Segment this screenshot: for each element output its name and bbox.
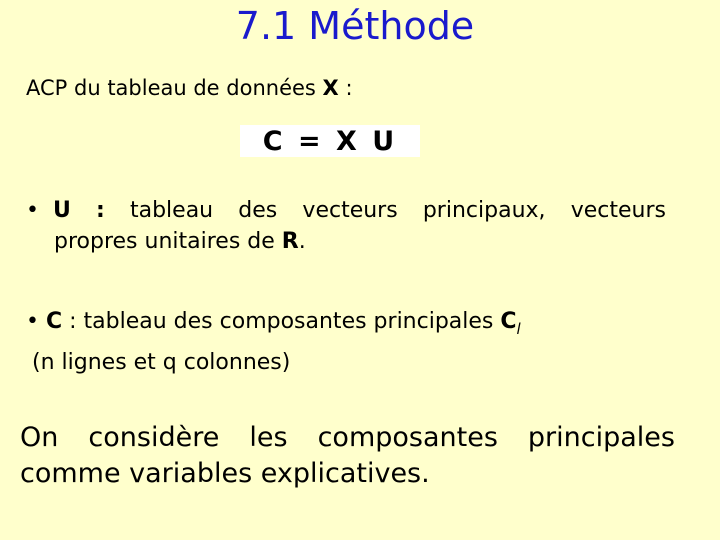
bullet-c-line1 (26, 305, 521, 346)
intro-text: ACP du tableau de données (26, 76, 316, 100)
word: tableau (129, 198, 214, 223)
word: vecteurs (570, 198, 666, 223)
word: On (20, 422, 59, 453)
bullet-u-line1 (26, 195, 666, 226)
word: composantes (317, 422, 498, 453)
intro-colon: : (345, 76, 353, 100)
component-c: C (500, 309, 517, 334)
conclusion-line2: comme variables explicatives. (20, 458, 430, 489)
conclusion (20, 420, 675, 492)
word: des (238, 198, 278, 223)
word: principaux, (422, 198, 546, 223)
bullet-marker: • U (26, 198, 71, 223)
matrix-r: R (281, 229, 299, 254)
intro-line (26, 76, 353, 100)
bullet-u (26, 195, 666, 257)
word: principales (527, 422, 675, 453)
matrix-x: X (322, 76, 339, 100)
bullet-marker: • (26, 309, 39, 334)
matrix-u: U (52, 198, 71, 223)
bullet-u-line2: propres unitaires de R. (54, 229, 306, 254)
component-subscript: l (516, 320, 521, 338)
conclusion-line1 (20, 420, 675, 456)
bullet-c (26, 305, 521, 380)
word: les (249, 422, 288, 453)
bullet-u-colon: : (96, 198, 105, 223)
bullet-c-text: : tableau des composantes principales (69, 309, 494, 334)
matrix-c: C (45, 309, 63, 334)
formula-box: C = X U (240, 125, 420, 157)
word: considère (88, 422, 220, 453)
word: vecteurs (302, 198, 398, 223)
slide-title: 7.1 Méthode (235, 4, 475, 48)
bullet-c-line2: (n lignes et q colonnes) (32, 350, 291, 375)
